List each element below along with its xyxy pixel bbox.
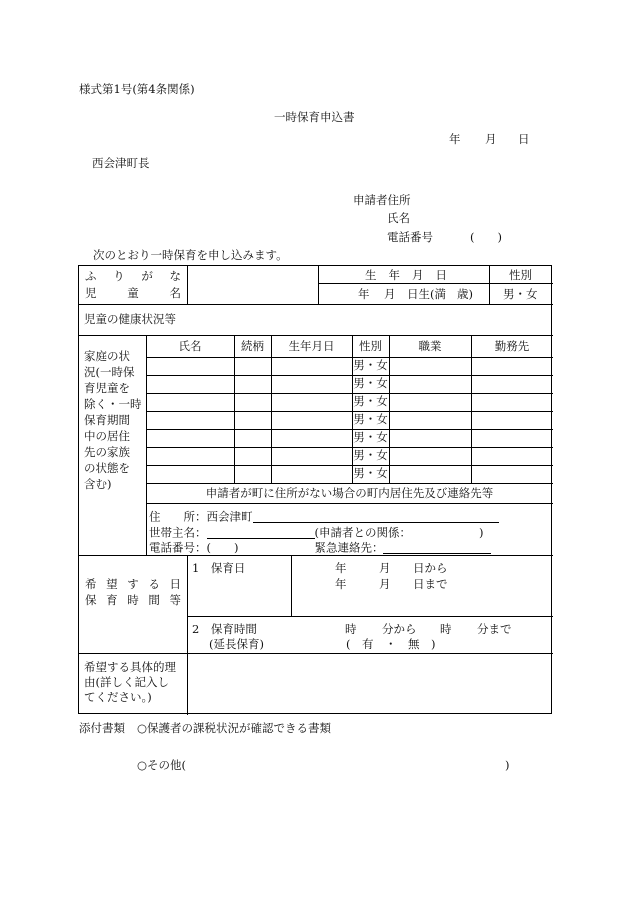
family-header-gender: 性別: [359, 339, 382, 353]
attachments-label: 添付書類: [79, 721, 125, 735]
reason-label-line3: てください。): [84, 690, 152, 704]
health-status-label: 児童の健康状況等: [84, 312, 176, 326]
child-name-label: 児 童 名: [85, 286, 181, 300]
reason-label-line1: 希望する具体的理: [84, 660, 176, 674]
local-address-line: [253, 511, 499, 523]
family-row-gender: 男・女: [353, 466, 388, 480]
intro-text: 次のとおり一時保育を申し込みます。: [93, 248, 288, 262]
emergency-contact-line: [383, 542, 491, 554]
family-header-workplace: 勤務先: [494, 339, 530, 353]
applicant-address-label: 申請者住所: [353, 193, 411, 207]
family-header-name: 氏名: [178, 339, 202, 353]
local-address-row: 住 所：西会津町: [149, 511, 499, 523]
form-number: 様式第1号(第4条関係): [79, 82, 195, 96]
childcare-time-item: 2 保育時間: [192, 622, 257, 636]
extended-care-label: (延長保育): [209, 637, 264, 651]
attachment-tax-document: ○保護者の課税状況が確認できる書類: [137, 721, 332, 735]
attachment-other-close: ): [505, 758, 510, 772]
applicant-phone-label: 電話番号: [387, 230, 433, 244]
childcare-day-item: 1 保育日: [192, 561, 246, 575]
householder-row: 世帯主名： (申請者との関係： ): [149, 525, 484, 540]
family-row-gender: 男・女: [353, 376, 388, 390]
reason-label-line2: 由(詳しく記入し: [84, 675, 169, 689]
applicant-phone-parens: ( ): [470, 230, 502, 244]
family-row-gender: 男・女: [353, 430, 388, 444]
family-row-gender: 男・女: [353, 394, 388, 408]
schedule-label-line2: 保 育 時 間 等: [85, 593, 181, 607]
family-header-birthdate: 生年月日: [288, 339, 335, 353]
applicant-name-label: 氏名: [387, 211, 410, 225]
local-phone-row: 電話番号：( ) 緊急連絡先：: [149, 542, 491, 554]
family-row-gender: 男・女: [353, 358, 388, 372]
addressee: 西会津町長: [92, 156, 150, 170]
date-year: 年: [449, 132, 461, 146]
furigana-label: ふ り が な: [85, 269, 181, 283]
gender-value: 男・女: [503, 287, 538, 301]
local-residence-header: 申請者が町に住所がない場合の町内居住先及び連絡先等: [205, 486, 494, 500]
birth-date-header: 生 年 月 日: [365, 268, 447, 282]
gender-header: 性別: [509, 268, 532, 282]
application-form-table: ふ り が な 児 童 名 生 年 月 日 性別 年 月 日生(満 歳) 男・女 児童の健康状況等 家庭の状 況(一時保 育児童を 除く・一時 保育期間 中の居住 先の家族 の状態を 含む) 氏名 続柄 生年月日 性別 職業 勤務先 男・女 男・女 男・女 男・女 男・女 男・女 男・女 申請者が町に住所がない場合の町内居住先及び連絡先等 住 所：西会津町 世帯主名： (申請者との関係： ) 電話番号：( ) 緊急連絡先： 希 望 す る 日 保 育 時 間 等 1 保育日 年 月 日から 年 月 日まで 2 保育時間 (延長保育) 時 分から 時 分まで ( 有 ・ 無 ) 希望する具体的理 由(詳しく記入し てください。): [78, 265, 552, 714]
family-header-relation: 続柄: [241, 339, 264, 353]
form-title: 一時保育申込書: [274, 110, 355, 124]
extended-care-options: ( 有 ・ 無 ): [346, 637, 436, 651]
family-row-gender: 男・女: [353, 448, 388, 462]
date-month: 月: [485, 132, 497, 146]
family-header-occupation: 職業: [418, 339, 442, 353]
householder-line: [207, 527, 315, 539]
attachment-other: ○その他(: [137, 758, 187, 772]
family-row-gender: 男・女: [353, 412, 388, 426]
schedule-label-line1: 希 望 す る 日: [85, 577, 181, 591]
date-day: 日: [518, 132, 530, 146]
